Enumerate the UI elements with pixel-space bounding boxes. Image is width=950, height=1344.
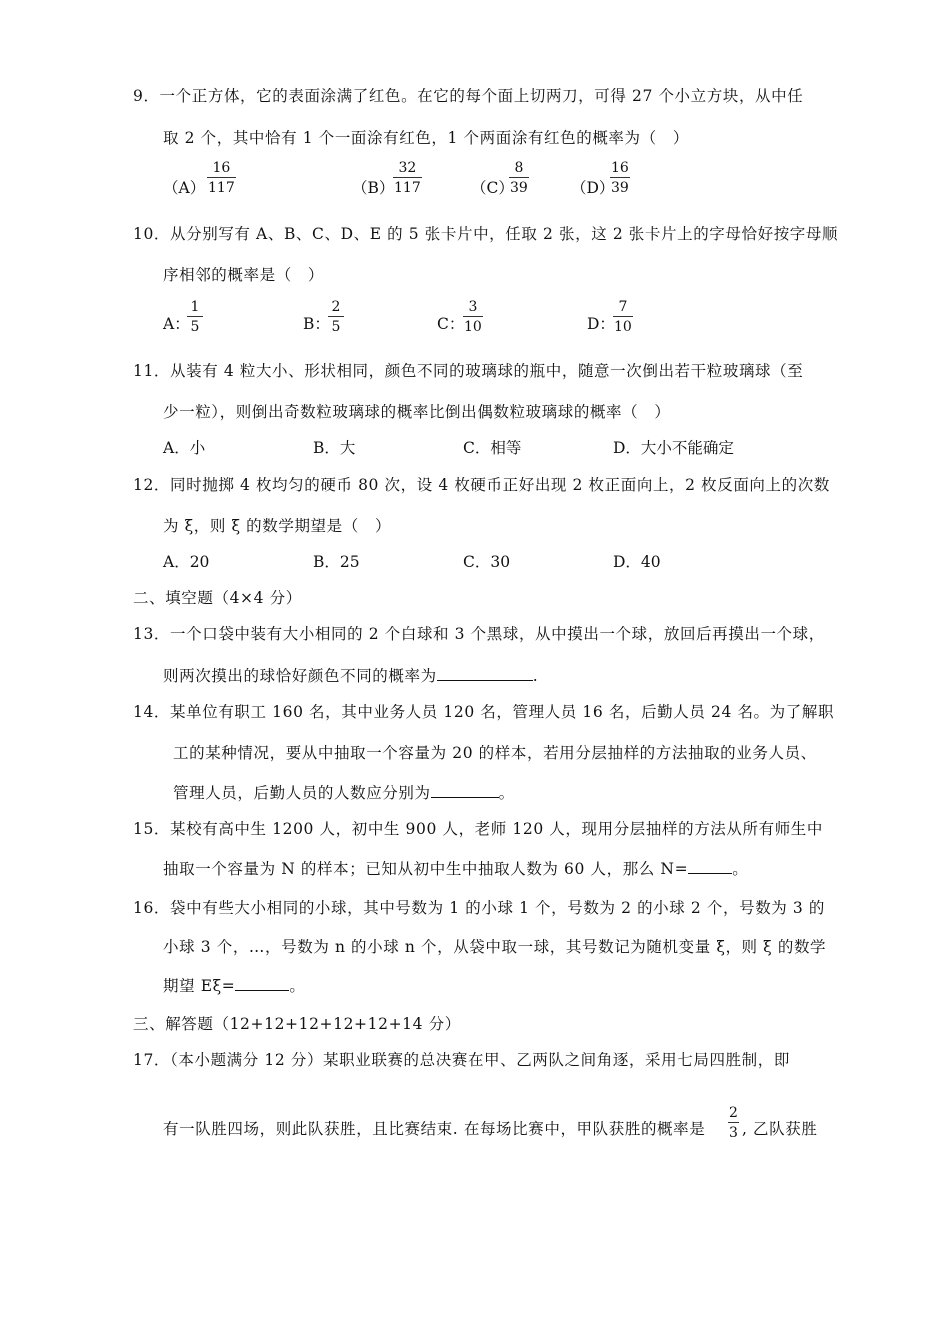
- q9-option-b-fraction: [393, 160, 422, 196]
- fraction-numerator: 1: [190, 299, 200, 315]
- q10-option-d-label: D：: [587, 315, 615, 333]
- fraction-denominator: 5: [190, 319, 200, 335]
- q12-option-c: C．30: [463, 553, 511, 571]
- answer-blank[interactable]: [437, 666, 533, 681]
- q10-line2: 序相邻的概率是（ ）: [163, 266, 325, 284]
- section-heading-solutions: 三、解答题（12+12+12+12+12+14 分）: [133, 1015, 461, 1033]
- fraction-numerator: 7: [618, 299, 628, 315]
- q12-line2: 为 ξ，则 ξ 的数学期望是（ ）: [163, 517, 392, 535]
- q10-option-a-label: A：: [163, 315, 190, 333]
- q9-option-d-label: （D）: [571, 179, 615, 197]
- fraction-numerator: 2: [729, 1105, 738, 1121]
- fraction-numerator: 32: [398, 160, 417, 176]
- q14-line3: [173, 781, 515, 803]
- q9-option-a-label: （A）: [163, 179, 206, 197]
- q13-line2: [163, 664, 538, 686]
- q12-line1: 12．同时抛掷 4 枚均匀的硬币 80 次，设 4 枚硬币正好出现 2 枚正面向上，2 枚反面向上的次数: [133, 476, 830, 494]
- answer-blank[interactable]: [688, 859, 732, 874]
- q12-option-a: A．20: [163, 553, 210, 571]
- q16-line2: 小球 3 个，…，号数为 n 的小球 n 个，从袋中取一球，其号数记为随机变量 ξ，则 ξ 的数学: [163, 938, 827, 956]
- fraction-bar: [328, 316, 344, 317]
- q14-line3-text: 管理人员，后勤人员的人数应分别为: [173, 784, 431, 802]
- q12-option-b: B．25: [313, 553, 360, 571]
- q16-line3-text: 期望 Eξ=: [163, 977, 236, 995]
- q15-line2-text: 抽取一个容量为 N 的样本；已知从初中生中抽取人数为 60 人，那么 N=: [163, 860, 689, 878]
- fraction-bar: [610, 177, 630, 178]
- fraction-bar: [187, 316, 203, 317]
- q17-line2-text: 有一队胜四场，则此队获胜，且比赛结束. 在每场比赛中，甲队获胜的概率是: [163, 1120, 706, 1138]
- fraction-numerator: 2: [331, 299, 341, 315]
- q17-line1: 17．（本小题满分 12 分）某职业联赛的总决赛在甲、乙两队之间角逐，采用七局四胜制，即: [133, 1051, 790, 1069]
- fraction-denominator: 5: [331, 319, 341, 335]
- q11-line2: 少一粒），则倒出奇数粒玻璃球的概率比倒出偶数粒玻璃球的概率（ ）: [163, 403, 671, 421]
- q10-option-c-fraction: [463, 299, 483, 335]
- q17-line2-end: , 乙队获胜: [742, 1120, 818, 1138]
- q9-option-b-label: （B）: [352, 179, 395, 197]
- q15-line2-end: 。: [732, 860, 749, 878]
- answer-blank[interactable]: [235, 976, 289, 991]
- fraction-bar: [463, 316, 483, 317]
- q9-option-c-label: （C）: [471, 179, 514, 197]
- q9-option-a-fraction: [207, 160, 236, 196]
- q9-line1: 9．一个正方体，它的表面涂满了红色。在它的每个面上切两刀，可得 27 个小立方块，从中任: [133, 87, 804, 105]
- q16-line1: 16．袋中有些大小相同的小球，其中号数为 1 的小球 1 个，号数为 2 的小球 2 个，号数为 3 的: [133, 899, 826, 917]
- q11-option-b: B．大: [313, 439, 356, 457]
- q14-line1: 14．某单位有职工 160 名，其中业务人员 120 名，管理人员 16 名，后勤人员 24 名。为了解职: [133, 703, 835, 721]
- q10-option-c-label: C：: [437, 315, 465, 333]
- fraction-bar: [728, 1122, 739, 1123]
- q10-option-d-fraction: [613, 299, 633, 335]
- q9-line2: 取 2 个，其中恰有 1 个一面涂有红色，1 个两面涂有红色的概率为（ ）: [163, 129, 689, 147]
- q10-line1: 10．从分别写有 A、B、C、D、E 的 5 张卡片中，任取 2 张，这 2 张卡片上的字母恰好按字母顺: [133, 225, 839, 243]
- fraction-bar: [613, 316, 633, 317]
- q13-line1: 13．一个口袋中装有大小相同的 2 个白球和 3 个黑球，从中摸出一个球，放回后再摸出一个球，: [133, 625, 825, 643]
- fraction-numerator: 8: [514, 160, 524, 176]
- q11-option-c: C．相等: [463, 439, 522, 457]
- q12-option-d: D．40: [613, 553, 661, 571]
- fraction-denominator: 117: [208, 180, 235, 196]
- fraction-denominator: 117: [394, 180, 421, 196]
- q13-line2-end: .: [532, 667, 539, 685]
- fraction-denominator: 10: [614, 319, 632, 335]
- q13-line2-text: 则两次摸出的球恰好颜色不同的概率为: [163, 667, 437, 685]
- section-heading-fill-in: 二、填空题（4×4 分）: [133, 589, 302, 607]
- fraction-denominator: 10: [464, 319, 482, 335]
- fraction-bar: [393, 177, 422, 178]
- q9-option-c-fraction: [509, 160, 529, 196]
- q15-line2: [163, 857, 748, 879]
- fraction-bar: [509, 177, 529, 178]
- fraction-numerator: 16: [611, 160, 629, 176]
- q14-line3-end: 。: [498, 784, 515, 802]
- fraction-denominator: 39: [611, 180, 629, 196]
- fraction-denominator: 39: [510, 180, 528, 196]
- answer-blank[interactable]: [431, 783, 499, 798]
- q16-line3-end: 。: [289, 977, 306, 995]
- q9-option-d-fraction: [610, 160, 630, 196]
- q10-option-b-fraction: [328, 299, 344, 335]
- q10-option-b-label: B：: [303, 315, 330, 333]
- q15-line1: 15．某校有高中生 1200 人，初中生 900 人，老师 120 人，现用分层抽样的方法从所有师生中: [133, 820, 824, 838]
- q11-option-d: D．大小不能确定: [613, 439, 734, 457]
- q16-line3: [163, 974, 305, 996]
- q17-probability-fraction: [728, 1105, 739, 1141]
- q11-option-a: A．小: [163, 439, 206, 457]
- q14-line2: 工的某种情况，要从中抽取一个容量为 20 的样本，若用分层抽样的方法抽取的业务人员、: [173, 744, 817, 762]
- fraction-numerator: 3: [468, 299, 478, 315]
- q11-line1: 11．从装有 4 粒大小、形状相同，颜色不同的玻璃球的瓶中，随意一次倒出若干粒玻璃球（至: [133, 362, 804, 380]
- fraction-bar: [207, 177, 236, 178]
- fraction-numerator: 16: [212, 160, 231, 176]
- q10-option-a-fraction: [187, 299, 203, 335]
- fraction-denominator: 3: [729, 1125, 738, 1141]
